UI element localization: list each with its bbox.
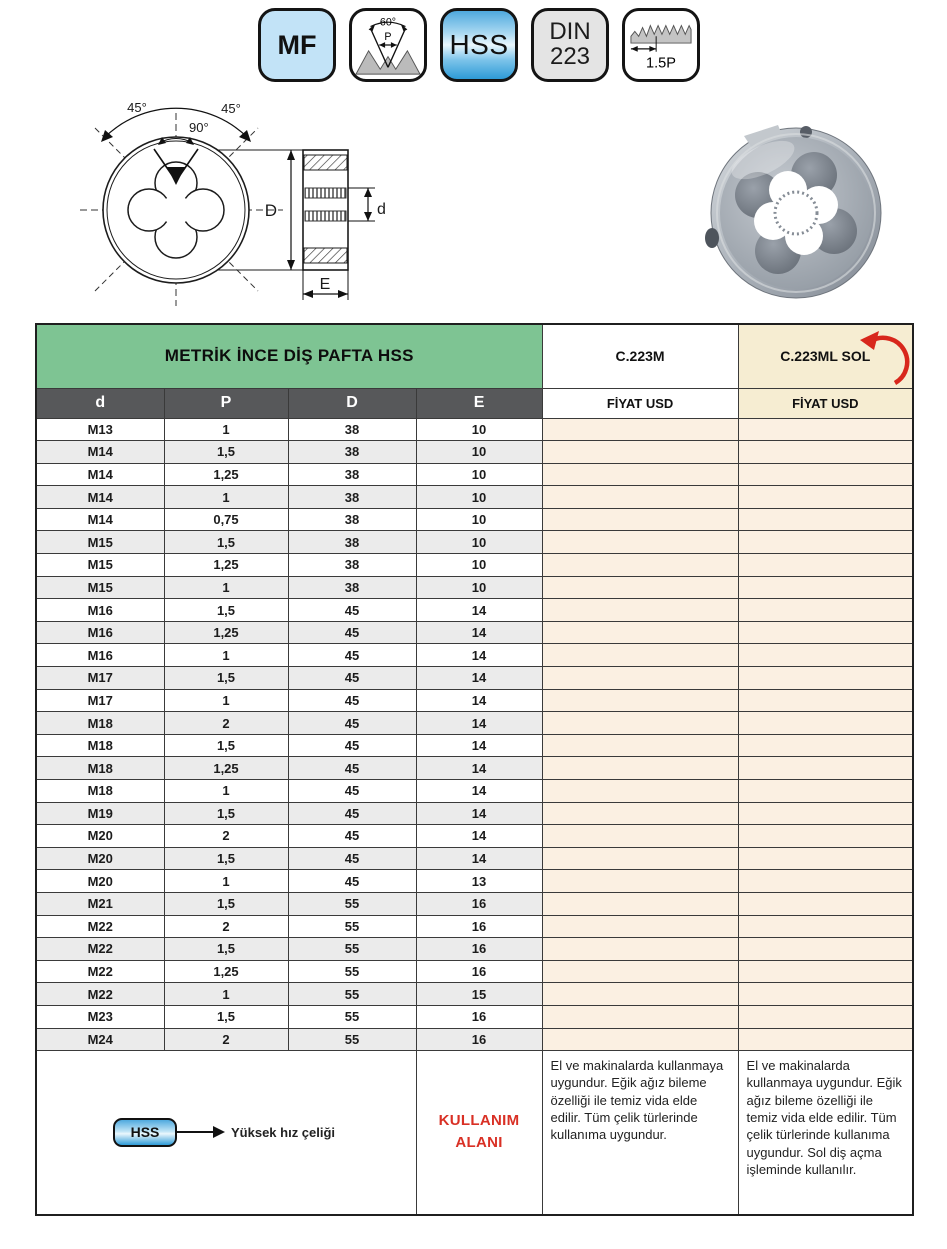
dimension-cell: 15 [416,983,542,1006]
dimension-cell: 14 [416,689,542,712]
dimension-cell: 1,5 [164,847,288,870]
dimension-cell: 55 [288,915,416,938]
dimension-cell: 16 [416,1005,542,1028]
mf-label: MF [277,29,317,60]
table-row [36,463,913,486]
col-header-p: P [164,388,288,418]
din-line2: 223 [549,43,591,70]
dimension-cell: 14 [416,644,542,667]
price-cell-left-hand [738,486,913,509]
table-row [36,554,913,577]
dimension-cell: M13 [36,418,164,441]
price-cell-standard [542,441,738,464]
price-cell-left-hand [738,508,913,531]
price-cell-left-hand [738,667,913,690]
product-code [542,324,738,388]
price-cell-standard [542,576,738,599]
price-cell-standard [542,599,738,622]
table-row [36,621,913,644]
price-cell-standard [542,508,738,531]
dimension-cell: 38 [288,554,416,577]
dimension-cell: 1,25 [164,960,288,983]
dimension-cell: M17 [36,667,164,690]
price-cell-left-hand [738,621,913,644]
dimension-cell: 2 [164,825,288,848]
product-code-text: C.223M [615,348,665,365]
dimension-cell: 55 [288,983,416,1006]
dimension-cell: 45 [288,734,416,757]
hss-material-badge [440,8,518,82]
dimension-cell: 10 [416,463,542,486]
dimension-cell: 45 [288,644,416,667]
dimension-cell: M18 [36,712,164,735]
price-cell-left-hand [738,1028,913,1051]
price-cell-left-hand [738,892,913,915]
dimension-cell: 1 [164,576,288,599]
price-cell-left-hand [738,1005,913,1028]
dimension-cell: 16 [416,1028,542,1051]
price-cell-standard [542,463,738,486]
dimension-cell: M18 [36,734,164,757]
price-cell-left-hand [738,938,913,961]
price-cell-standard [542,486,738,509]
dimension-cell: 55 [288,938,416,961]
price-cell-left-hand [738,531,913,554]
dimension-cell: M18 [36,780,164,803]
dimension-cell: 1 [164,983,288,1006]
col-header-e: E [416,388,542,418]
price-cell-standard [542,960,738,983]
dimension-cell: 55 [288,1005,416,1028]
dimension-cell: 55 [288,892,416,915]
dimension-cell: 10 [416,508,542,531]
dimension-cell: 1,5 [164,938,288,961]
table-row [36,644,913,667]
spec-badges [258,8,700,82]
dimension-cell: 55 [288,1028,416,1051]
price-cell-left-hand [738,757,913,780]
dimension-cell: 14 [416,712,542,735]
dimension-cell: 0,75 [164,508,288,531]
col-header-big-d: D [288,388,416,418]
dimension-cell: M22 [36,938,164,961]
hss-legend-description: Yüksek hız çeliği [231,1124,336,1140]
thickness-label: E [319,276,331,293]
price-cell-left-hand [738,418,913,441]
usage-title-cell [416,1051,542,1215]
product-code-left-text: C.223ML SOL [780,348,871,365]
dimension-cell: 16 [416,938,542,961]
table-row [36,1005,913,1028]
dimension-cell: 45 [288,825,416,848]
hss-label: HSS [449,29,509,60]
dimension-cell: 16 [416,892,542,915]
dimension-cell: 1,5 [164,531,288,554]
dimension-cell: 1,25 [164,621,288,644]
dimension-cell: M14 [36,508,164,531]
table-row [36,757,913,780]
thread-angle-label: 60° [379,16,397,29]
price-cell-standard [542,712,738,735]
price-cell-standard [542,938,738,961]
col-header-d: d [36,388,164,418]
table-row [36,802,913,825]
price-cell-standard [542,983,738,1006]
table-row [36,486,913,509]
price-cell-standard [542,757,738,780]
pitch-label: P [384,31,392,44]
price-cell-standard [542,1005,738,1028]
dimension-cell: 14 [416,802,542,825]
dimension-cell: 1 [164,486,288,509]
dimension-cell: 10 [416,576,542,599]
price-cell-standard [542,780,738,803]
dimension-cell: 1 [164,780,288,803]
dimension-cell: 14 [416,757,542,780]
mf-thread-type-badge [258,8,336,82]
table-row [36,599,913,622]
dimension-cell: 38 [288,463,416,486]
price-cell-standard [542,644,738,667]
price-header-left: FİYAT USD [738,388,913,418]
dimension-cell: 45 [288,802,416,825]
dimension-cell: 45 [288,689,416,712]
price-cell-left-hand [738,463,913,486]
outer-diameter-label: D [264,201,277,220]
dimension-cell: 2 [164,712,288,735]
dimension-cell: 45 [288,870,416,893]
usage-text-standard: El ve makinalarda kullanmaya uygundur. Eğik ağız bileme özelliği ile temiz vida elde edilir. Tüm çelik türlerinde kullanıma uygundur. [542,1051,738,1215]
dimension-cell: M19 [36,802,164,825]
dimension-cell: 1,5 [164,599,288,622]
price-cell-left-hand [738,689,913,712]
din-line1: DIN [549,18,591,46]
table-row [36,960,913,983]
dimension-cell: 45 [288,757,416,780]
dimension-cell: 14 [416,599,542,622]
usage-text-left-hand: El ve makinalarda kullanmaya uygundur. Eğik ağız bileme özelliği ile temiz vida elde edilir. Tüm çelik türlerinde kullanıma uygundur. Sol diş açma işleminde kullanılır. [738,1051,913,1215]
table-row [36,689,913,712]
dimension-cell: M21 [36,892,164,915]
price-cell-left-hand [738,576,913,599]
dimension-cell: 1 [164,418,288,441]
dimension-cell: 14 [416,734,542,757]
dimension-cell: 10 [416,531,542,554]
price-cell-standard [542,667,738,690]
price-cell-left-hand [738,870,913,893]
dimension-cell: 1,25 [164,463,288,486]
table-row [36,531,913,554]
table-row [36,938,913,961]
dimension-cell: M22 [36,915,164,938]
dimension-cell: 16 [416,960,542,983]
dimension-cell: 16 [416,915,542,938]
dimension-cell: 1 [164,870,288,893]
inner-diameter-label: d [377,201,386,218]
dimension-cell: 45 [288,667,416,690]
dimension-cell: 38 [288,418,416,441]
dimension-cell: 38 [288,486,416,509]
die-product-photo [688,120,903,310]
dimension-cell: M15 [36,554,164,577]
dimension-cell: 45 [288,599,416,622]
dimension-cell: 14 [416,780,542,803]
price-cell-standard [542,915,738,938]
price-cell-standard [542,734,738,757]
dimension-cell: 45 [288,621,416,644]
thread-profile-icon [349,8,427,82]
dimension-cell: M14 [36,441,164,464]
price-cell-left-hand [738,734,913,757]
dimension-cell: 10 [416,441,542,464]
dimension-cell: 1,5 [164,802,288,825]
dimension-cell: M20 [36,847,164,870]
dimension-cell: 14 [416,847,542,870]
dimension-cell: 1 [164,644,288,667]
price-cell-left-hand [738,915,913,938]
dimension-cell: M22 [36,960,164,983]
table-row [36,825,913,848]
chamfer-length-icon [622,8,700,82]
dimension-cell: 55 [288,960,416,983]
dimension-cell: 2 [164,915,288,938]
dimension-cell: M16 [36,644,164,667]
dimension-cell: 10 [416,554,542,577]
dimension-cell: M18 [36,757,164,780]
table-row [36,870,913,893]
price-cell-left-hand [738,983,913,1006]
dimension-cell: 1,5 [164,734,288,757]
dimension-cell: 1 [164,689,288,712]
price-cell-left-hand [738,960,913,983]
dimension-cell: M22 [36,983,164,1006]
table-row [36,892,913,915]
hss-legend-badge: HSS [113,1118,177,1147]
price-cell-standard [542,554,738,577]
dimension-cell: M14 [36,463,164,486]
price-cell-left-hand [738,441,913,464]
dimension-cell: 38 [288,508,416,531]
price-cell-standard [542,870,738,893]
technical-drawing [55,93,400,323]
table-title: METRİK İNCE DİŞ PAFTA HSS [36,324,542,388]
table-row [36,712,913,735]
product-code-left [738,324,913,388]
dimension-cell: 1,5 [164,1005,288,1028]
dimension-cell: 10 [416,486,542,509]
material-legend-cell [36,1051,416,1215]
dimension-cell: 13 [416,870,542,893]
dimension-cell: 1,5 [164,441,288,464]
dimension-cell: 14 [416,667,542,690]
price-cell-left-hand [738,825,913,848]
dimension-cell: 38 [288,531,416,554]
dimension-cell: 45 [288,712,416,735]
price-cell-standard [542,1028,738,1051]
dimension-cell: 2 [164,1028,288,1051]
dimension-cell: M16 [36,621,164,644]
dimension-cell: 45 [288,780,416,803]
price-header: FİYAT USD [542,388,738,418]
dimension-cell: 14 [416,621,542,644]
left-hand-rotation-icon [858,328,910,388]
dimension-cell: 38 [288,441,416,464]
price-cell-left-hand [738,644,913,667]
chamfer-label: 1.5P [646,55,676,72]
table-row [36,418,913,441]
dimension-cell: M15 [36,531,164,554]
price-cell-standard [542,802,738,825]
dimension-cell: M14 [36,486,164,509]
dimension-cell: 1,5 [164,892,288,915]
table-row [36,780,913,803]
price-cell-left-hand [738,847,913,870]
table-row [36,734,913,757]
table-row [36,1028,913,1051]
price-cell-standard [542,892,738,915]
din-standard-badge [531,8,609,82]
price-cell-standard [542,847,738,870]
dimension-cell: 14 [416,825,542,848]
price-cell-left-hand [738,599,913,622]
table-row [36,847,913,870]
dimension-cell: M24 [36,1028,164,1051]
dimension-cell: M17 [36,689,164,712]
dimension-cell: 1,25 [164,757,288,780]
dimension-cell: 10 [416,418,542,441]
table-row [36,508,913,531]
table-row [36,983,913,1006]
dimension-cell: 1,25 [164,554,288,577]
dimension-cell: M20 [36,870,164,893]
price-table [35,323,914,1216]
dimension-cell: M15 [36,576,164,599]
table-row [36,667,913,690]
price-cell-standard [542,689,738,712]
table-row [36,441,913,464]
dimension-cell: 45 [288,847,416,870]
dimension-cell: M20 [36,825,164,848]
price-cell-standard [542,418,738,441]
usage-title: KULLANIM ALANI [438,1111,520,1152]
angle-right-label: 45° [221,101,241,116]
price-cell-left-hand [738,780,913,803]
price-cell-left-hand [738,554,913,577]
table-row [36,576,913,599]
price-cell-standard [542,531,738,554]
price-cell-standard [542,825,738,848]
dimension-cell: 38 [288,576,416,599]
price-cell-left-hand [738,712,913,735]
table-row [36,915,913,938]
legend-arrow-icon [177,1125,225,1139]
price-cell-standard [542,621,738,644]
angle-left-label: 45° [127,100,147,115]
price-cell-left-hand [738,802,913,825]
dimension-cell: M16 [36,599,164,622]
angle-center-label: 90° [189,120,209,135]
dimension-cell: 1,5 [164,667,288,690]
dimension-cell: M23 [36,1005,164,1028]
